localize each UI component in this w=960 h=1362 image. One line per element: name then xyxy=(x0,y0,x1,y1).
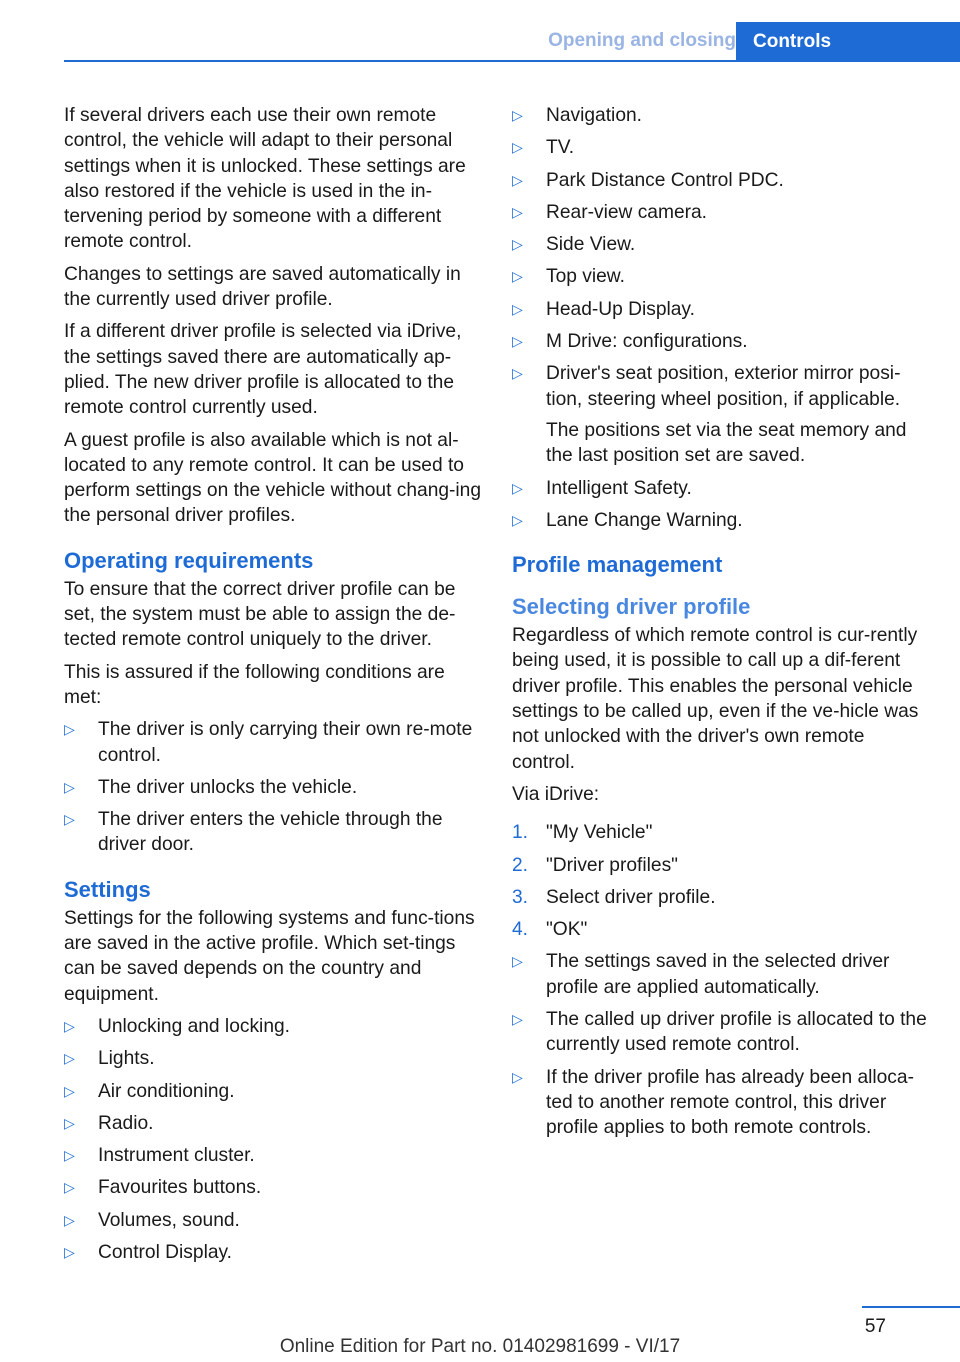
step-item: 2. "Driver profiles" xyxy=(512,853,932,878)
list-item: ▷ Head-Up Display. xyxy=(512,297,932,322)
list-item: ▷ The driver unlocks the vehicle. xyxy=(64,775,482,800)
bullet-triangle-icon: ▷ xyxy=(64,1050,75,1067)
profile-management-heading: Profile management xyxy=(512,552,723,578)
footer-rule xyxy=(862,1306,960,1308)
bullet-triangle-icon: ▷ xyxy=(512,479,523,496)
list-item: ▷ The called up driver profile is allocated to the currently used remote control. xyxy=(512,1009,927,1056)
steps-list xyxy=(512,820,932,942)
bullet-triangle-icon: ▷ xyxy=(512,236,523,253)
bullet-triangle-icon: ▷ xyxy=(512,333,523,350)
bullet-triangle-icon: ▷ xyxy=(512,107,523,123)
intro-paragraph: A guest profile is also available which is not al‐located to any remote control. It can be used to perform settings on the vehicle without chang‐ing the personal driver profiles. xyxy=(64,429,482,527)
list-item: ▷ Park Distance Control PDC. xyxy=(512,168,932,193)
list-item: ▷ Side View. xyxy=(512,232,932,257)
list-item: ▷ Rear-view camera. xyxy=(512,200,932,225)
settings-list xyxy=(64,1014,482,1265)
step-item: 4. "OK" xyxy=(512,917,932,942)
selecting-paragraph: Regardless of which remote control is cur‐rently being used, it is possible to call up a dif‐ferent driver profile. This enables the personal vehicle settings to be called up, even if the ve‐hicle was not unlocked with the driver's own remote control. xyxy=(512,625,919,773)
bullet-triangle-icon: ▷ xyxy=(64,1211,75,1228)
seat-memory-note: The positions set via the seat memory and the last position set are saved. xyxy=(546,419,907,467)
list-item: ▷ The driver is only carrying their own re‐mote control. xyxy=(64,719,473,766)
bullet-triangle-icon: ▷ xyxy=(64,1017,75,1034)
bullet-triangle-icon: ▷ xyxy=(512,268,523,285)
settings-list-continued xyxy=(512,103,932,533)
list-item: ▷ Lights. xyxy=(64,1046,482,1071)
bullet-triangle-icon: ▷ xyxy=(512,1068,523,1085)
page-number: 57 xyxy=(864,1316,886,1337)
result-list xyxy=(512,949,932,1140)
edition-footer: Online Edition for Part no. 01402981699 - VI/17 xyxy=(279,1336,681,1357)
list-item: ▷ Lane Change Warning. xyxy=(512,508,932,533)
bullet-triangle-icon: ▷ xyxy=(512,953,523,970)
list-item: ▷ Favourites buttons. xyxy=(64,1175,482,1200)
step-item: 1. "My Vehicle" xyxy=(512,820,932,845)
bullet-triangle-icon: ▷ xyxy=(64,778,75,795)
bullet-triangle-icon: ▷ xyxy=(512,365,523,382)
via-idrive-label: Via iDrive: xyxy=(512,783,600,805)
list-item: ▷ Navigation. xyxy=(512,103,932,128)
list-item: ▷ Intelligent Safety. xyxy=(512,476,932,501)
bullet-triangle-icon: ▷ xyxy=(512,203,523,220)
intro-paragraph: If a different driver profile is selected via iDrive, the settings saved there are automatically ap‐plied. The new driver profile is allocated to the remote control currently used. xyxy=(64,321,462,419)
selecting-driver-profile-heading: Selecting driver profile xyxy=(512,594,751,620)
requirements-paragraph: To ensure that the correct driver profile can be set, the system must be able to assign the de‐tected remote control uniquely to the driver. xyxy=(64,578,456,651)
step-item: 3. Select driver profile. xyxy=(512,885,932,910)
list-item: ▷ TV. xyxy=(512,135,932,160)
list-item: ▷ The driver enters the vehicle through the driver door. xyxy=(64,809,443,856)
bullet-triangle-icon: ▷ xyxy=(64,1147,75,1164)
chapter-tab[interactable]: Controls xyxy=(736,22,960,61)
section-tab[interactable]: Opening and closing xyxy=(548,30,736,51)
list-item: ▷ Control Display. xyxy=(64,1240,482,1265)
bullet-triangle-icon: ▷ xyxy=(64,1114,75,1131)
header-rule xyxy=(64,60,960,62)
operating-requirements-heading: Operating requirements xyxy=(64,547,314,573)
left-column xyxy=(64,103,482,1272)
requirements-list xyxy=(64,717,482,857)
bullet-triangle-icon: ▷ xyxy=(64,1179,75,1196)
settings-paragraph: Settings for the following systems and func‐tions are saved in the active profile. Which set‐tings can be saved depends on the country and equipment. xyxy=(64,907,475,1005)
bullet-triangle-icon: ▷ xyxy=(64,1082,75,1099)
bullet-triangle-icon: ▷ xyxy=(512,139,523,156)
bullet-triangle-icon: ▷ xyxy=(512,171,523,188)
bullet-triangle-icon: ▷ xyxy=(512,511,523,528)
page-header xyxy=(0,0,960,63)
step-number: 4. xyxy=(512,919,529,941)
intro-paragraph: Changes to settings are saved automatically in the currently used driver profile. xyxy=(64,263,461,311)
list-item: ▷ Unlocking and locking. xyxy=(64,1014,482,1039)
step-number: 3. xyxy=(512,886,529,908)
right-column xyxy=(512,103,932,1148)
settings-heading: Settings xyxy=(64,876,151,902)
list-item: ▷ Radio. xyxy=(64,1111,482,1136)
bullet-triangle-icon: ▷ xyxy=(64,721,75,738)
bullet-triangle-icon: ▷ xyxy=(512,300,523,317)
list-item: ▷ The settings saved in the selected driver profile are applied automatically. xyxy=(512,951,890,998)
bullet-triangle-icon: ▷ xyxy=(64,1243,75,1260)
bullet-triangle-icon: ▷ xyxy=(512,1011,523,1028)
step-number: 2. xyxy=(512,854,529,876)
list-item: ▷ Top view. xyxy=(512,264,932,289)
intro-paragraph: If several drivers each use their own remote control, the vehicle will adapt to their personal settings when it is unlocked. These settings are also restored if the vehicle is used in the in‐tervening period by someone with a different remote control. xyxy=(64,105,466,253)
bullet-triangle-icon: ▷ xyxy=(64,811,75,828)
list-item: ▷ M Drive: configurations. xyxy=(512,329,932,354)
list-item: ▷ Driver's seat position, exterior mirror posi‐tion, steering wheel position, if applicable. The positions set via the seat memory and the last position set are saved. xyxy=(512,361,932,468)
list-item: ▷ Instrument cluster. xyxy=(64,1143,482,1168)
list-item: ▷ If the driver profile has already been alloca‐ted to another remote control, this driver profile applies to both remote controls. xyxy=(512,1066,914,1139)
requirements-paragraph: This is assured if the following conditions are met: xyxy=(64,661,445,708)
list-item: ▷ Volumes, sound. xyxy=(64,1208,482,1233)
list-item: ▷ Air conditioning. xyxy=(64,1079,482,1104)
step-number: 1. xyxy=(512,822,529,844)
